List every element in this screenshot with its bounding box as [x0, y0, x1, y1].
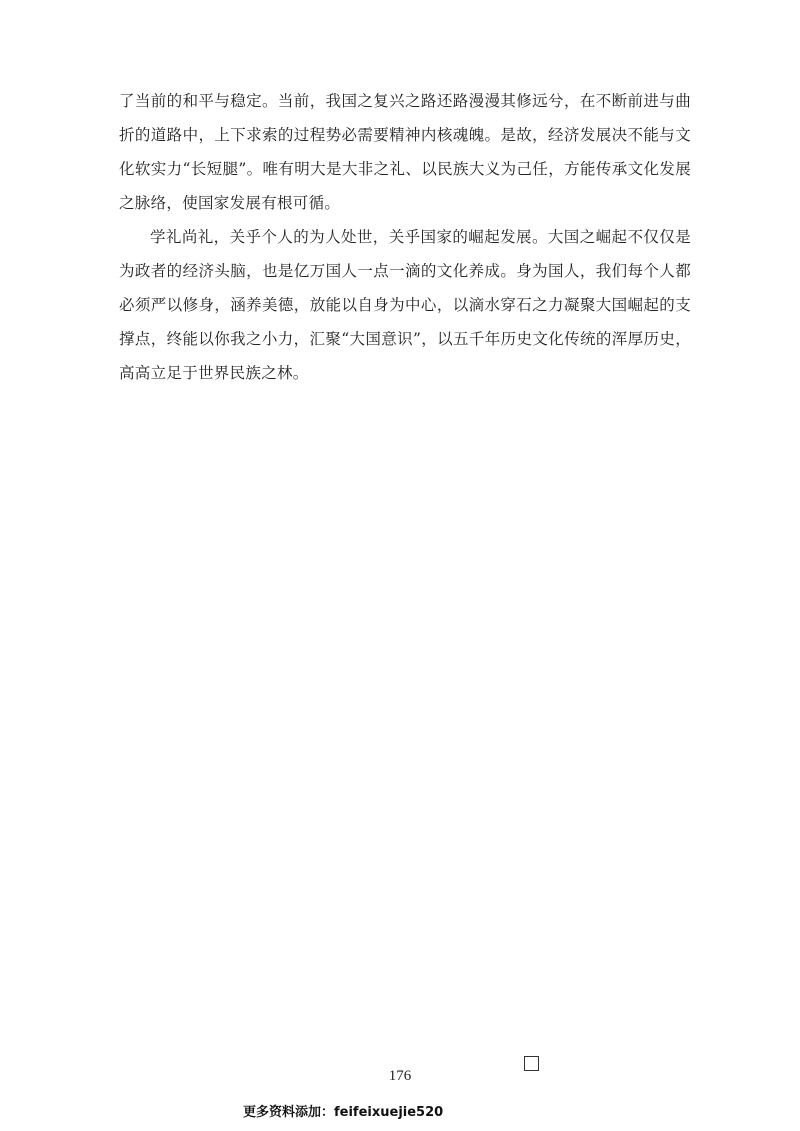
- checkbox-square-icon[interactable]: [524, 1056, 539, 1071]
- paragraph-1: 了当前的和平与稳定。当前，我国之复兴之路还路漫漫其修远兮，在不断前进与曲折的道路中，上下求索的过程势必需要精神内核魂魄。是故，经济发展决不能与文化软实力“长短腿”。唯有明大是大非之礼、以民族大义为己任，方能传承文化发展之脉络，使国家发展有根可循。: [119, 92, 691, 212]
- footer-note: 更多资料添加：feifeixuejie520: [243, 1105, 444, 1120]
- page-number: 176: [388, 1068, 412, 1084]
- body-text: [119, 84, 691, 390]
- paragraph-2: 学礼尚礼，关乎个人的为人处世，关乎国家的崛起发展。大国之崛起不仅仅是为政者的经济头脑，也是亿万国人一点一滴的文化养成。身为国人，我们每个人都必须严以修身，涵养美德，放能以自身为中心，以滴水穿石之力凝聚大国崛起的支撑点，终能以你我之小力，汇聚“大国意识”，以五千年历史文化传统的浑厚历史，高高立足于世界民族之林。: [119, 228, 691, 382]
